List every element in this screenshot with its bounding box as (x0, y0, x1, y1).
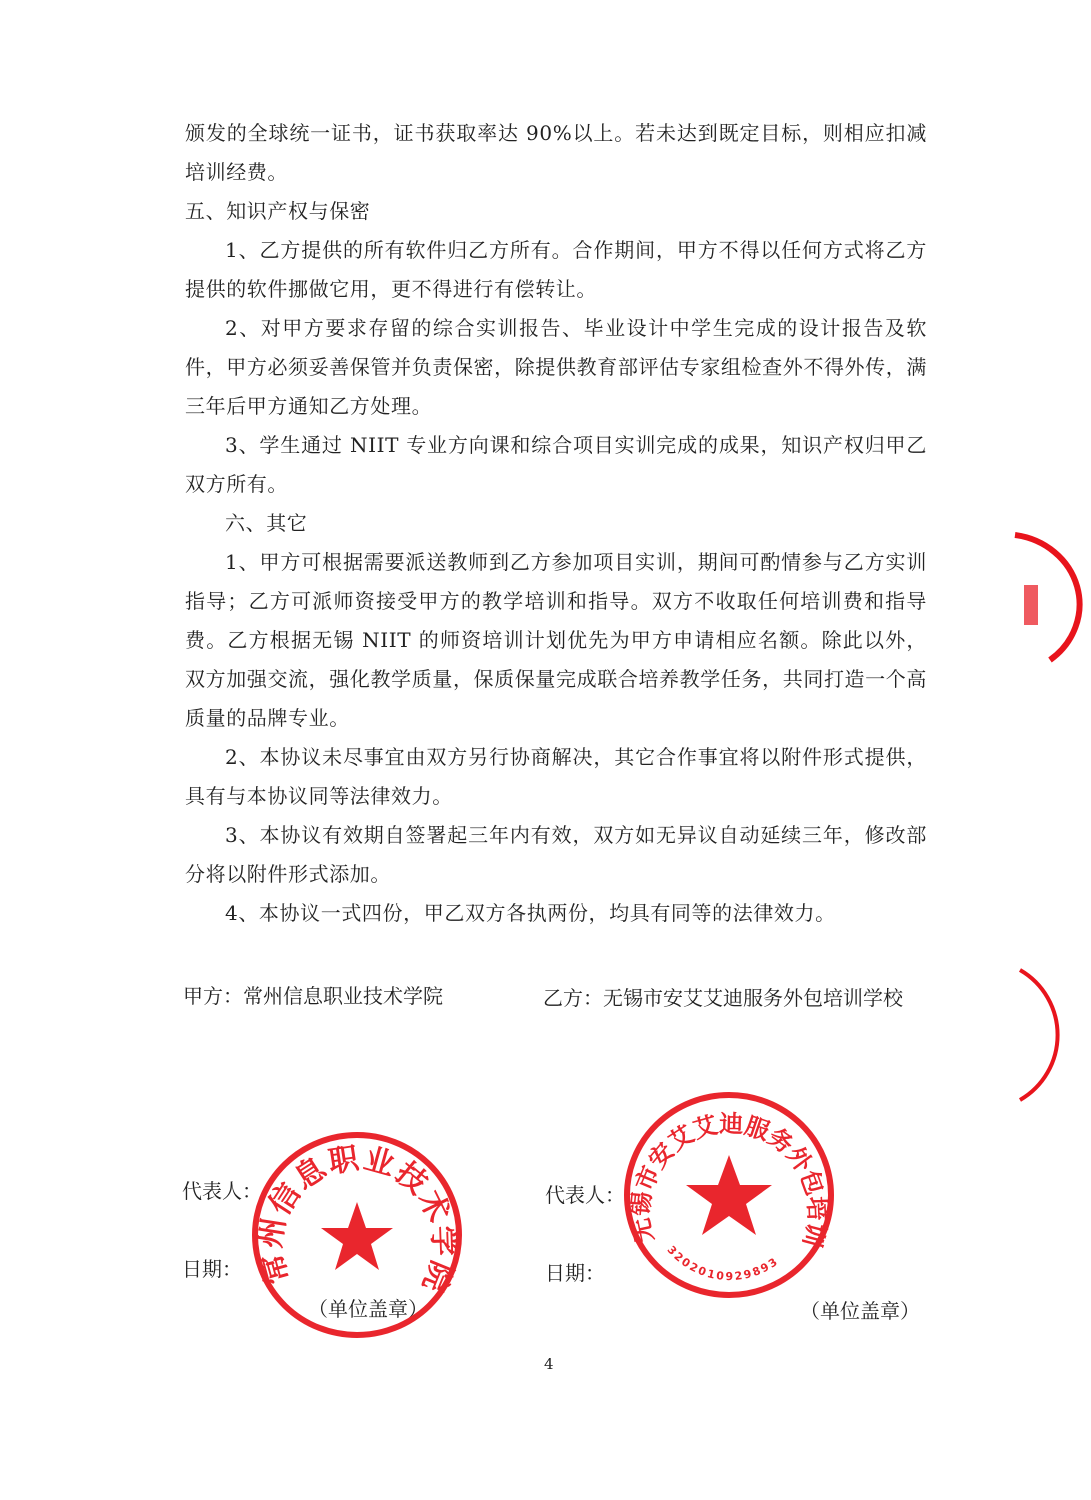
party-a-seal-text: 常州信息职业技术学院 (253, 1140, 462, 1299)
section-5-item-1: 1、乙方提供的所有软件归乙方所有。合作期间，甲方不得以任何方式将乙方提供的软件挪做它用，更不得进行有偿转让。 (185, 238, 927, 301)
party-a-seal-stamp (250, 1130, 465, 1340)
party-a-name: 甲方：常州信息职业技术学院 (183, 984, 443, 1008)
seam-stamp-fragment-bottom (1015, 965, 1091, 1105)
party-b-seal-stamp (610, 1067, 837, 1300)
section-6-heading: 六、其它 (225, 511, 308, 535)
seam-stamp-fragment-top (1010, 530, 1091, 670)
section-5-item-3: 3、学生通过 NIIT 专业方向课和综合项目实训完成的成果，知识产权归甲乙双方所有。 (185, 433, 927, 496)
party-a-date-label: 日期： (182, 1257, 242, 1281)
party-b-date-label: 日期： (545, 1261, 605, 1285)
party-a-representative-label: 代表人： (182, 1179, 262, 1203)
section-6-item-4: 4、本协议一式四份，甲乙双方各执两份，均具有同等的法律效力。 (225, 901, 836, 925)
party-b-seal-text: 无锡市安艾艾迪服务外包培训学校 (610, 1067, 833, 1251)
party-b-representative-label: 代表人： (545, 1183, 625, 1207)
party-a-seal-label: （单位盖章） (308, 1297, 428, 1321)
section-6-item-1: 1、甲方可根据需要派送教师到乙方参加项目实训，期间可酌情参与乙方实训指导；乙方可派师资接受甲方的教学培训和指导。双方不收取任何培训费和指导费。乙方根据无锡 NIIT 的师资培训计划优先为甲方申请相应名额。除此以外，双方加强交流，强化教学质量，保质保量完成联合培养教学任务，共同打造一个高质量的品牌专业。 (185, 550, 927, 730)
paragraph-continued: 颁发的全球统一证书，证书获取率达 90%以上。若未达到既定目标，则相应扣减培训经费。 (185, 121, 927, 184)
star-icon (321, 1202, 393, 1270)
section-5-item-2: 2、对甲方要求存留的综合实训报告、毕业设计中学生完成的设计报告及软件，甲方必须妥善保管并负责保密，除提供教育部评估专家组检查外不得外传，满三年后甲方通知乙方处理。 (185, 316, 927, 418)
section-5-heading: 五、知识产权与保密 (185, 199, 371, 223)
party-b-seal-code: 3202010929893 (664, 1243, 782, 1284)
party-b-seal-label: （单位盖章） (800, 1299, 920, 1323)
section-6-item-2: 2、本协议未尽事宜由双方另行协商解决，其它合作事宜将以附件形式提供，具有与本协议同等法律效力。 (185, 745, 927, 808)
party-b-name: 乙方：无锡市安艾艾迪服务外包培训学校 (543, 986, 903, 1010)
star-icon (686, 1155, 772, 1235)
page-number: 4 (544, 1355, 554, 1373)
svg-text:3202010929893 (665, 1243, 782, 1283)
document-body (185, 114, 927, 933)
section-6-item-3: 3、本协议有效期自签署起三年内有效，双方如无异议自动延续三年，修改部分将以附件形式添加。 (185, 823, 927, 886)
